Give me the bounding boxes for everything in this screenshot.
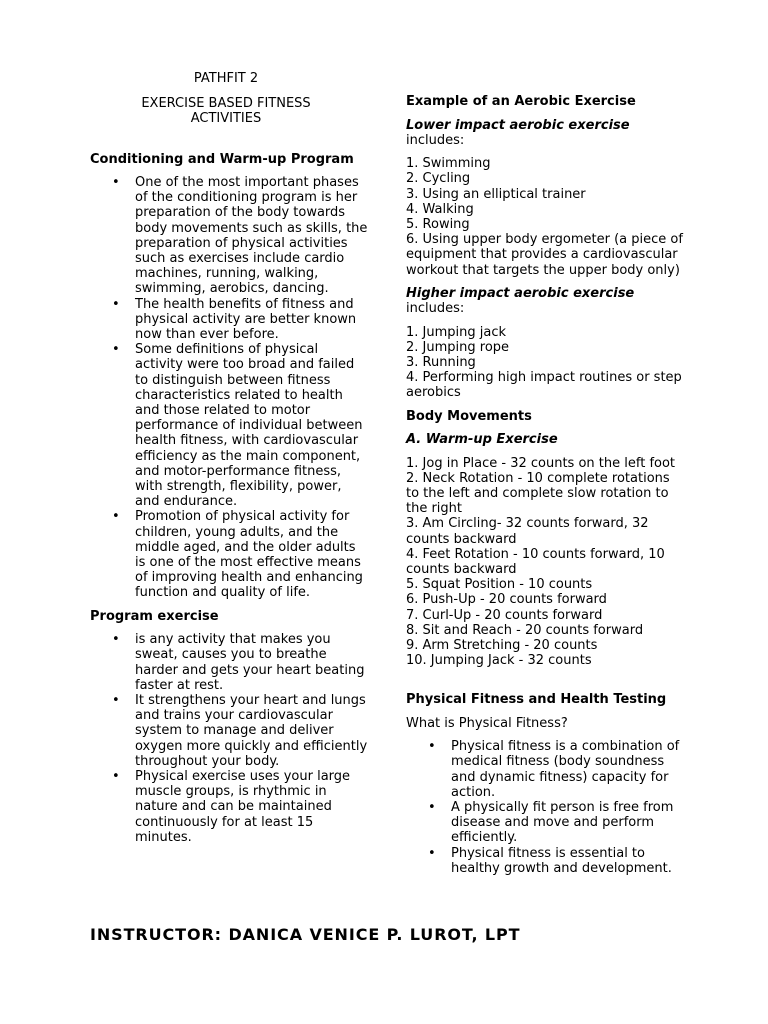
conditioning-heading: Conditioning and Warm-up Program bbox=[90, 151, 354, 167]
fitness-testing-heading: Physical Fitness and Health Testing bbox=[406, 692, 667, 708]
left-column bbox=[90, 71, 370, 845]
list-item bbox=[90, 297, 370, 343]
right-column bbox=[406, 94, 686, 876]
bullet-dot-icon: • bbox=[112, 296, 120, 312]
list-item bbox=[90, 509, 370, 600]
list-item: 5. Rowing bbox=[406, 217, 470, 233]
warm-up-exercise-heading: A. Warm-up Exercise bbox=[406, 432, 558, 448]
list-item: 3. Running bbox=[406, 354, 476, 370]
list-item: 3. Am Circling- 32 counts forward, 32 counts backward bbox=[406, 516, 649, 547]
list-item: 2. Jumping rope bbox=[406, 339, 510, 355]
fitness-testing-bullets bbox=[406, 739, 686, 876]
list-item bbox=[90, 175, 370, 297]
bullet-text: The health benefits of fitness and physical activity are better known now than ever before. bbox=[135, 296, 357, 343]
list-item: 5. Squat Position - 10 counts bbox=[406, 577, 593, 593]
list-item bbox=[406, 739, 686, 800]
higher-impact-includes: includes: bbox=[406, 301, 465, 317]
list-item: 8. Sit and Reach - 20 counts forward bbox=[406, 622, 644, 638]
instructor-line: INSTRUCTOR: DANICA VENICE P. LUROT, LPT bbox=[90, 925, 521, 944]
list-item bbox=[90, 342, 370, 509]
bullet-text: Physical fitness is a combination of medical fitness (body soundness and dynamic fitness) capacity for action. bbox=[451, 739, 680, 800]
bullet-text: A physically fit person is free from disease and move and perform efficiently. bbox=[451, 799, 674, 846]
bullet-dot-icon: • bbox=[112, 342, 120, 358]
conditioning-bullets bbox=[90, 175, 370, 601]
list-item: 4. Feet Rotation - 10 counts forward, 10 counts backward bbox=[406, 546, 665, 577]
bullet-dot-icon: • bbox=[428, 799, 436, 815]
warm-up-exercise-list bbox=[406, 456, 686, 669]
list-item bbox=[90, 632, 370, 693]
higher-impact-list bbox=[406, 325, 686, 401]
list-item: 7. Curl-Up - 20 counts forward bbox=[406, 607, 603, 623]
bullet-text: Promotion of physical activity for children, young adults, and the middle aged, and the older adults is one of the most effective means of improving health and enhancing function and quality of life. bbox=[135, 509, 363, 601]
document-title-line-2: ACTIVITIES bbox=[190, 111, 262, 126]
body-movements-heading: Body Movements bbox=[406, 408, 532, 424]
document-title bbox=[90, 96, 362, 127]
list-item bbox=[406, 800, 686, 846]
list-item: 2. Neck Rotation - 10 complete rotations to the left and complete slow rotation to the right bbox=[406, 470, 670, 517]
list-item bbox=[90, 769, 370, 845]
list-item: 3. Using an elliptical trainer bbox=[406, 186, 586, 202]
bullet-dot-icon: • bbox=[112, 632, 120, 648]
aerobic-exercise-heading: Example of an Aerobic Exercise bbox=[406, 94, 636, 109]
list-item bbox=[90, 693, 370, 769]
bullet-text: Some definitions of physical activity were too broad and failed to distinguish between fitness characteristics related to health and those related to motor performance of individual between health fitness, with cardiovascular efficiency as the main component, and motor-performance fitness, with strength, flexibility, power, and endurance. bbox=[135, 342, 363, 510]
document-title-line-1: EXERCISE BASED FITNESS bbox=[141, 95, 311, 111]
list-item: 4. Performing high impact routines or step aerobics bbox=[406, 370, 682, 401]
list-item: 1. Swimming bbox=[406, 156, 491, 172]
bullet-dot-icon: • bbox=[112, 509, 120, 525]
list-item: 1. Jog in Place - 32 counts on the left foot bbox=[406, 455, 676, 471]
list-item: 1. Jumping jack bbox=[406, 324, 507, 340]
list-item: 6. Push-Up - 20 counts forward bbox=[406, 592, 607, 608]
bullet-text: It strengthens your heart and lungs and trains your cardiovascular system to manage and deliver oxygen more quickly and efficiently throughout your body. bbox=[135, 693, 368, 769]
bullet-text: One of the most important phases of the conditioning program is her preparation of the body towards body movements such as skills, the preparation of physical activities such as exercises include cardio machines, running, walking, swimming, aerobics, dancing. bbox=[135, 175, 368, 297]
list-item: 2. Cycling bbox=[406, 171, 471, 187]
bullet-dot-icon: • bbox=[112, 693, 120, 708]
course-code: PATHFIT 2 bbox=[193, 71, 259, 86]
list-item: 4. Walking bbox=[406, 201, 474, 217]
bullet-dot-icon: • bbox=[428, 845, 436, 861]
list-item: 6. Using upper body ergometer (a piece of equipment that provides a cardiovascular workout that targets the upper body only) bbox=[406, 232, 683, 278]
bullet-dot-icon: • bbox=[428, 739, 436, 755]
higher-impact-heading: Higher impact aerobic exercise bbox=[406, 285, 635, 301]
lower-impact-heading: Lower impact aerobic exercise bbox=[406, 117, 630, 133]
lower-impact-includes: includes: bbox=[406, 133, 465, 148]
fitness-question: What is Physical Fitness? bbox=[406, 715, 568, 731]
program-exercise-heading: Program exercise bbox=[90, 608, 219, 624]
bullet-text: Physical fitness is essential to healthy growth and development. bbox=[451, 845, 672, 876]
bullet-text: Physical exercise uses your large muscle groups, is rhythmic in nature and can be maintained continuously for at least 15 minutes. bbox=[135, 769, 351, 845]
list-item: 9. Arm Stretching - 20 counts bbox=[406, 637, 598, 653]
bullet-text: is any activity that makes you sweat, causes you to breathe harder and gets your heart beating faster at rest. bbox=[135, 632, 365, 693]
list-item: 10. Jumping Jack - 32 counts bbox=[406, 653, 592, 669]
program-exercise-bullets bbox=[90, 632, 370, 845]
bullet-dot-icon: • bbox=[112, 175, 120, 190]
list-item bbox=[406, 846, 686, 876]
lower-impact-list bbox=[406, 156, 686, 278]
bullet-dot-icon: • bbox=[112, 769, 120, 785]
